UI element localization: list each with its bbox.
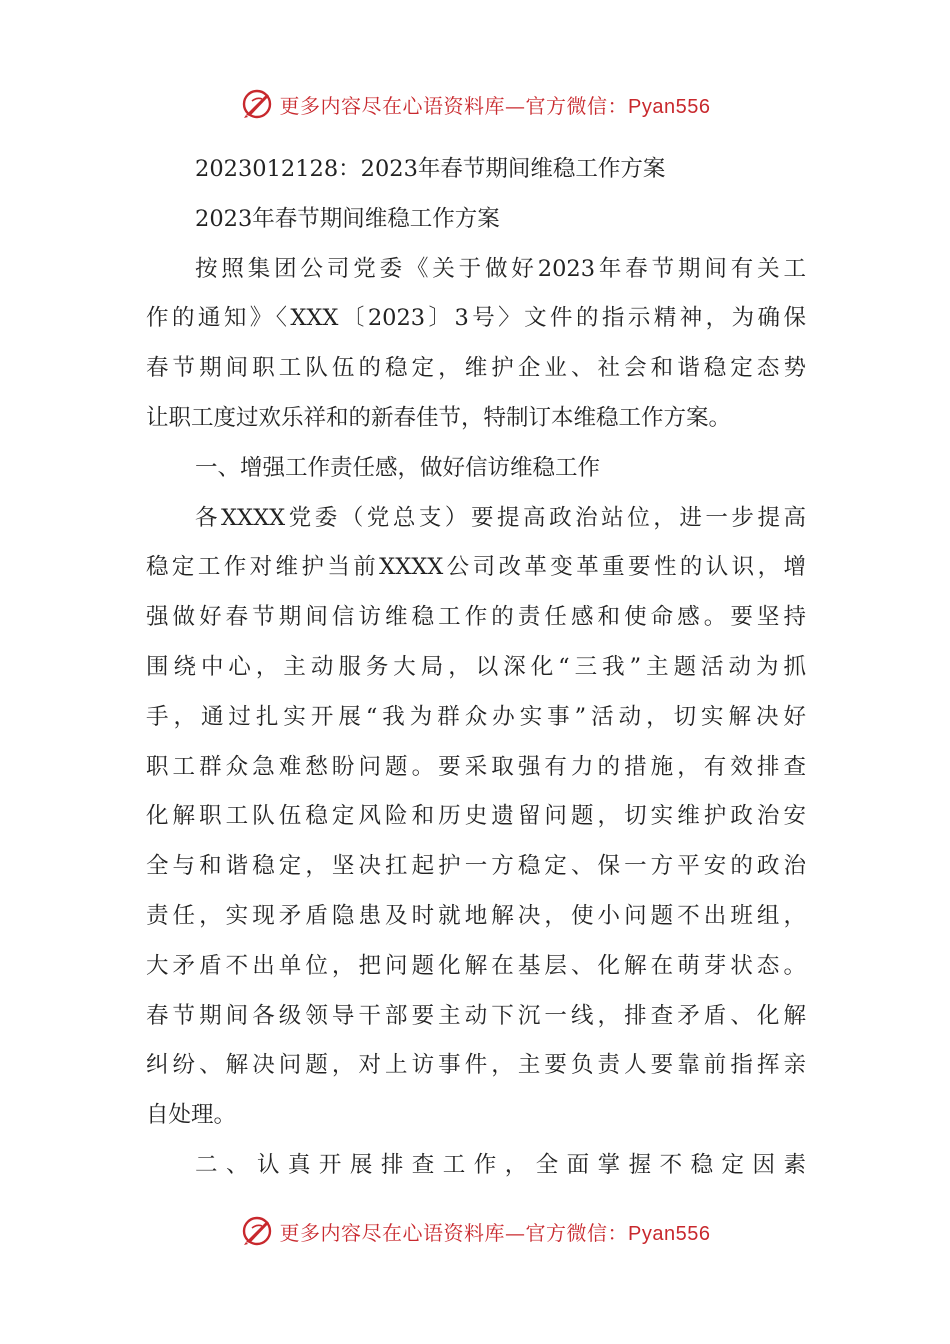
text-line: 按照集团公司党委《关于做好2023年春节期间有关工 bbox=[195, 255, 806, 282]
text-line: 全与和谐稳定，坚决扛起护一方稳定、保一方平安的政治 bbox=[146, 853, 806, 880]
text-line: 大矛盾不出单位，把问题化解在基层、化解在萌芽状态。 bbox=[146, 952, 806, 979]
text-line: 各XXXX党委（党总支）要提高政治站位，进一步提高 bbox=[195, 504, 806, 531]
text-line: 职工群众急难愁盼问题。要采取强有力的措施，有效排查 bbox=[146, 753, 806, 780]
text-line: 作的通知》〈XXX〔2023〕3号〉文件的指示精神，为确保 bbox=[146, 305, 806, 332]
text-line: 稳定工作对维护当前XXXX公司改革变革重要性的认识，增 bbox=[146, 554, 806, 581]
wechat-id: Pyan556 bbox=[628, 95, 711, 118]
watermark-label: 更多内容尽在心语资料库—官方微信： bbox=[279, 93, 629, 118]
footer-watermark bbox=[0, 1211, 950, 1251]
watermark-text bbox=[280, 1217, 711, 1246]
text-line: 2023年春节期间维稳工作方案 bbox=[195, 205, 500, 232]
watermark-text bbox=[280, 90, 711, 119]
document-body bbox=[146, 145, 806, 1191]
quill-logo-icon bbox=[240, 87, 274, 121]
text-line: 化解职工队伍稳定风险和历史遗留问题，切实维护政治安 bbox=[146, 803, 806, 830]
text-line: 责任，实现矛盾隐患及时就地解决，使小问题不出班组， bbox=[146, 902, 806, 929]
text-line: 一、增强工作责任感，做好信访维稳工作 bbox=[195, 454, 601, 481]
wechat-id: Pyan556 bbox=[628, 1222, 711, 1245]
text-line: 强做好春节期间信访维稳工作的责任感和使命感。要坚持 bbox=[146, 604, 806, 631]
text-line: 纠纷、解决问题，对上访事件，主要负责人要靠前指挥亲 bbox=[146, 1052, 806, 1079]
header-watermark bbox=[0, 84, 950, 124]
text-line: 二、认真开展排查工作，全面掌握不稳定因素 bbox=[195, 1151, 806, 1178]
text-line: 春节期间各级领导干部要主动下沉一线，排查矛盾、化解 bbox=[146, 1002, 806, 1029]
text-line: 2023012128：2023年春节期间维稳工作方案 bbox=[195, 156, 666, 182]
watermark-label: 更多内容尽在心语资料库—官方微信： bbox=[279, 1220, 629, 1245]
text-line: 让职工度过欢乐祥和的新春佳节，特制订本维稳工作方案。 bbox=[146, 404, 732, 431]
text-line: 手，通过扎实开展“我为群众办实事”活动，切实解决好 bbox=[146, 703, 806, 730]
quill-logo-icon bbox=[240, 1214, 274, 1248]
text-line: 春节期间职工队伍的稳定，维护企业、社会和谐稳定态势 bbox=[146, 355, 806, 382]
text-line: 自处理。 bbox=[146, 1102, 237, 1129]
text-line: 围绕中心，主动服务大局，以深化“三我”主题活动为抓 bbox=[146, 653, 806, 680]
